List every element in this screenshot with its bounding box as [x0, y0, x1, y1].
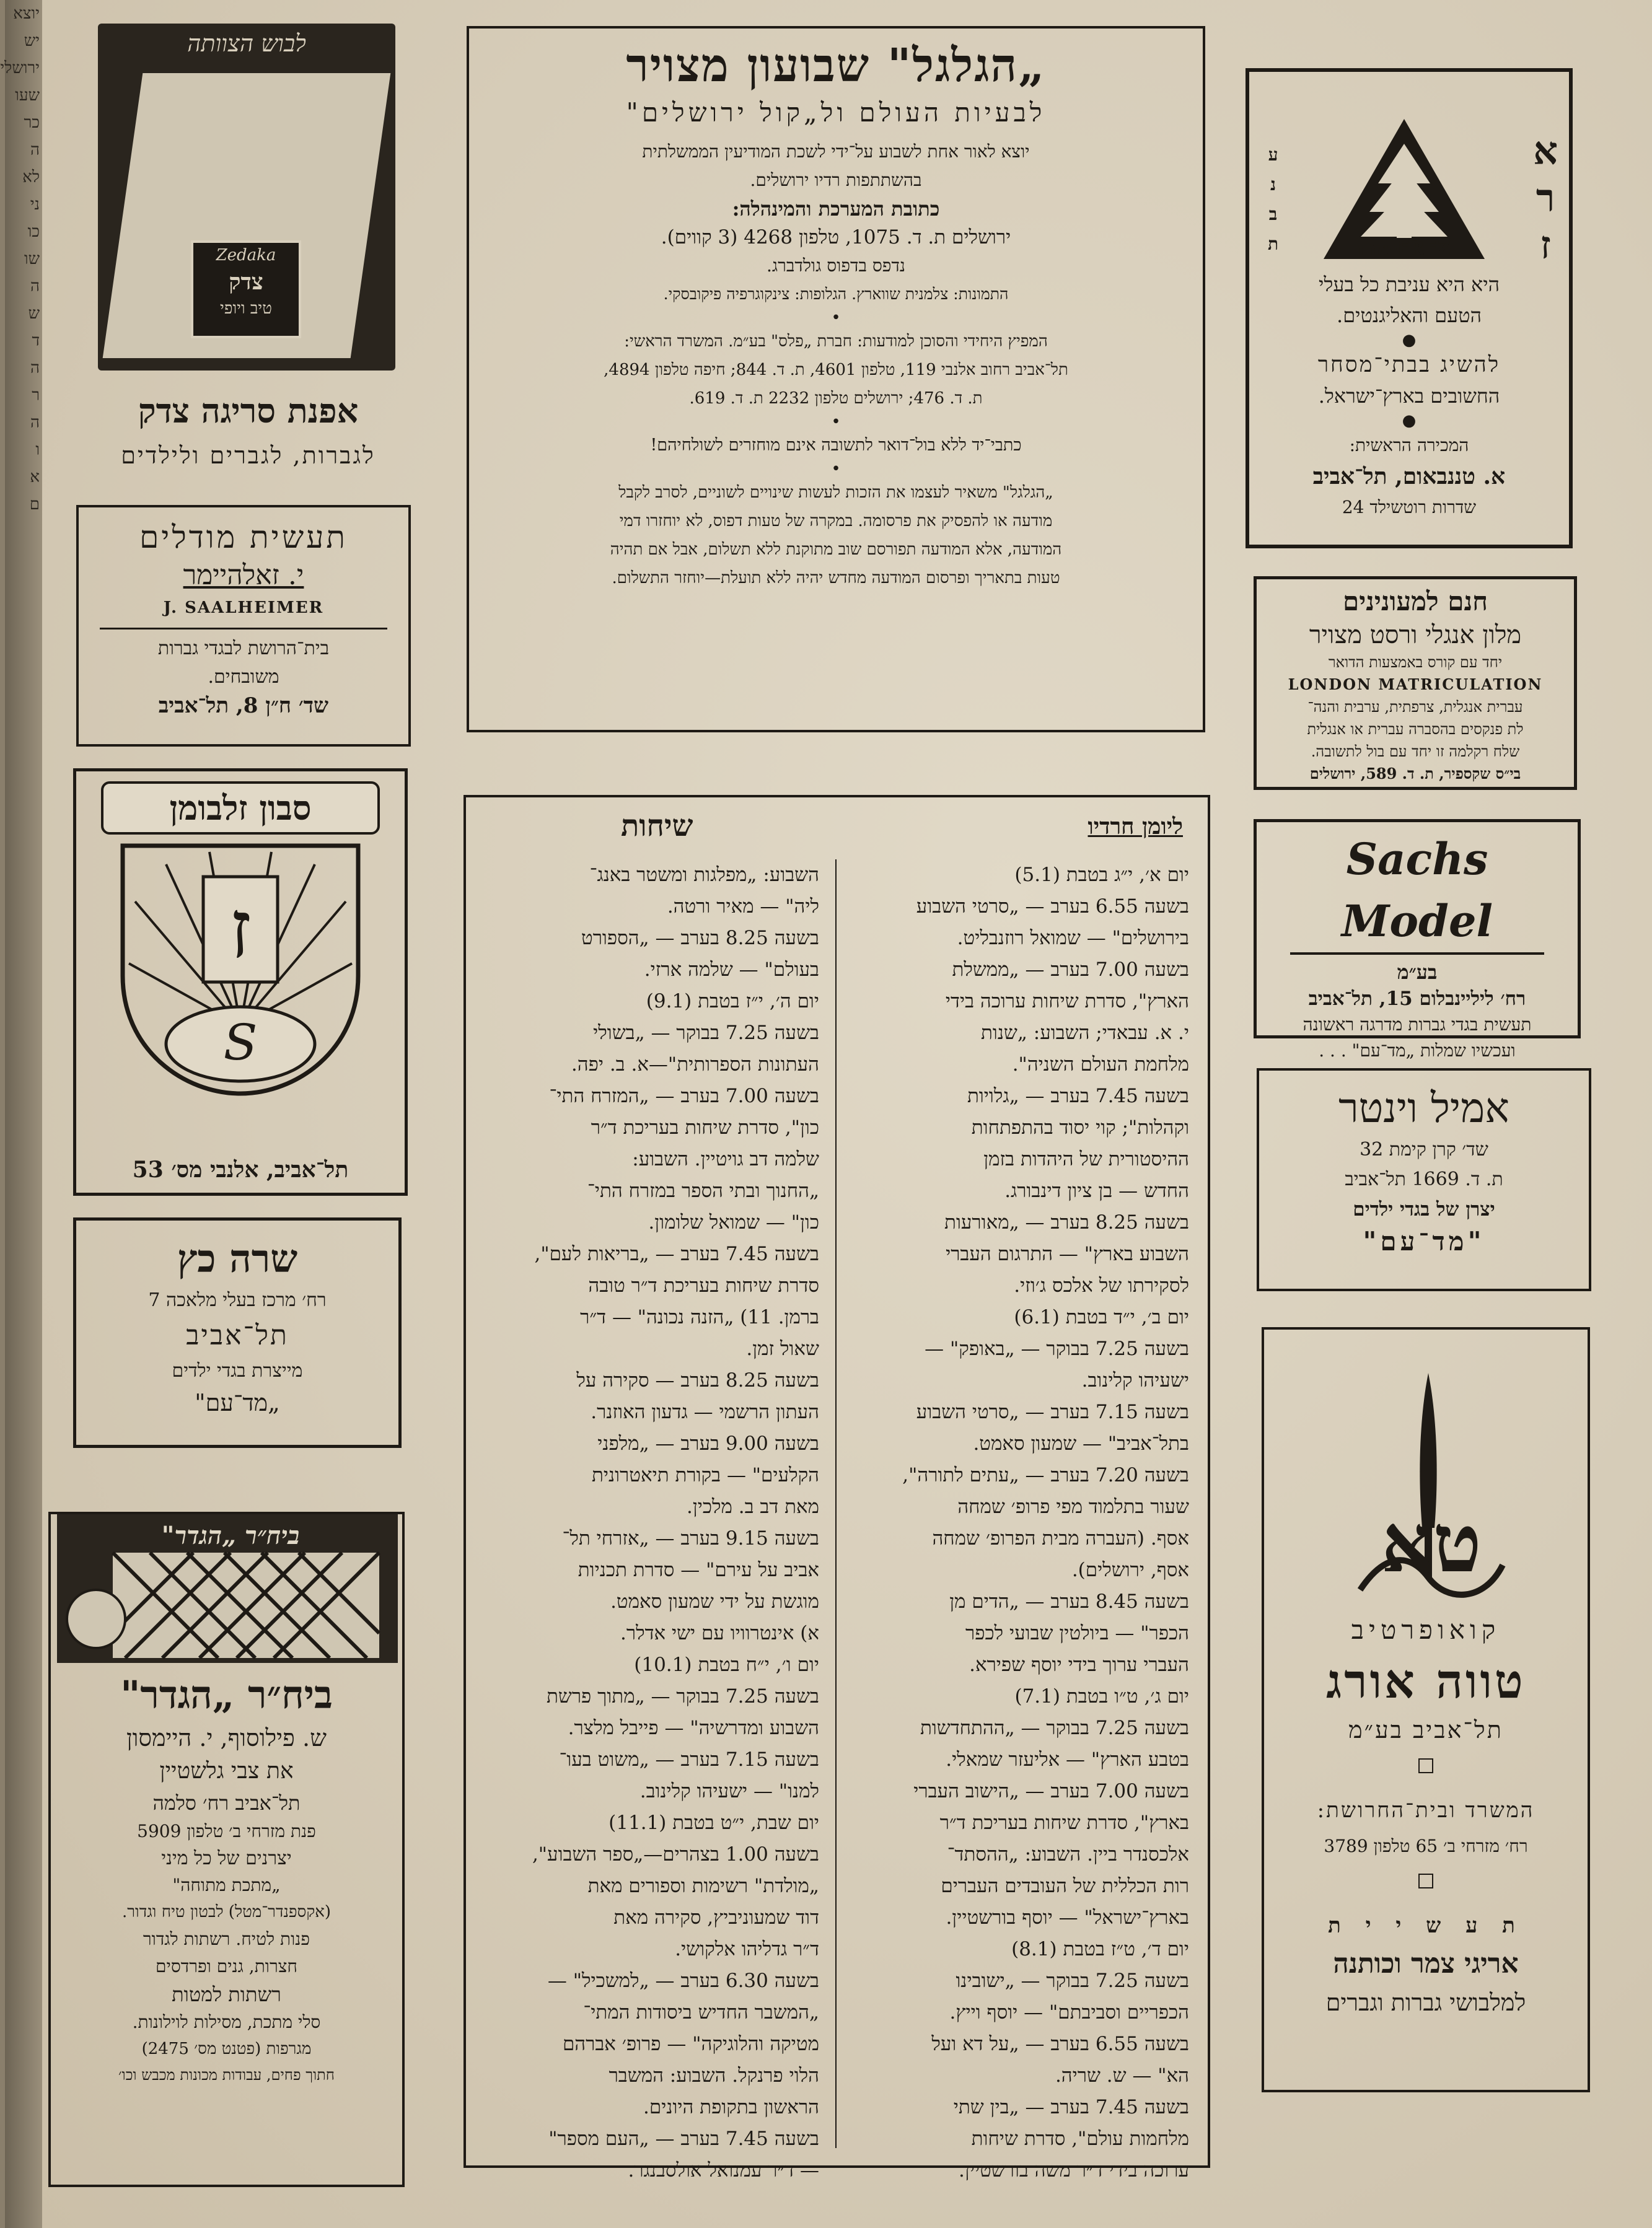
tove-line: אריגי צמר וכותנה	[1333, 1948, 1519, 1980]
radio-line: למנו" — ישעיהו קלינוב.	[639, 1780, 819, 1802]
saalheimer-title: תעשית מודלים	[139, 519, 348, 555]
radio-line: העתונות הספרותית"—א. ב. יפה.	[571, 1053, 819, 1076]
radio-line: יום שבת, י״ט בטבת (11.1)	[609, 1812, 819, 1834]
winter-line: שד׳ קרן קימת 32	[1360, 1139, 1488, 1160]
ad-gader	[48, 1512, 405, 2187]
radio-line: בשעה 9.00 בערב — „מלפני	[597, 1432, 819, 1455]
ad-katz	[73, 1217, 402, 1448]
radio-line: הכפר" — ביולטין שבועי לכפר	[965, 1622, 1189, 1644]
malon-line: LONDON MATRICULATION	[1288, 675, 1543, 693]
gader-line: רשתות למטות	[172, 1983, 281, 2006]
radio-line: — ד״ר עמנואל אולסבנגר.	[628, 2159, 819, 2182]
gader-line: תל־אביב רח׳ סלמה	[152, 1791, 301, 1815]
radio-line: בשעה 7.20 בערב — „עתים לתורה",	[902, 1464, 1189, 1486]
ad-sachs-model	[1254, 819, 1581, 1061]
erez-line: להשיג בבתי־מסחר	[1317, 353, 1501, 377]
previous-page-fragment: ר	[32, 386, 40, 405]
radio-line: העברי ערוך בידי יוסף שפירא.	[969, 1654, 1189, 1676]
radio-line: כון" — שמואל שלומון.	[648, 1211, 819, 1234]
masthead-title: „הגלגל" שבועון מצויר	[626, 39, 1046, 92]
radio-line: ברמן. 11) „הזנה נכונה" — ד״ר	[580, 1306, 819, 1328]
masthead-line: כתבי־יד ללא בול־דואר לתשובה אינם מוחזרים לשולחיהם!	[650, 436, 1022, 455]
gader-line: מגרפות (פטנט מס׳ 2475)	[141, 2040, 312, 2058]
bullet-dot: •	[831, 413, 841, 431]
tsedek-illustration	[98, 24, 395, 371]
gader-line: פנת מזרחי ב׳ טלפון 5909	[137, 1821, 316, 1841]
saalheimer-line: בית־הרושת לבגדי גברות	[157, 638, 330, 659]
gader-fence-illustration	[57, 1514, 398, 1663]
erez-line: הטעם והאליגנטים.	[1337, 304, 1482, 327]
radio-line: בעולם" — שלמה ארזי.	[644, 958, 819, 981]
masthead-line: המפיץ היחידי והסוכן למודעות: חברת „פלס" בע״מ. המשרד הראשי:	[624, 332, 1048, 351]
katz-line: תל־אביב	[186, 1320, 289, 1351]
radio-line: יום ב׳, י״ד בטבת (6.1)	[1014, 1306, 1189, 1328]
radio-line: בשעה 7.15 בערב — „משוט בעו־	[559, 1748, 819, 1771]
malon-line: שלח רקלמה זו יחד עם בול לתשובה.	[1311, 743, 1520, 760]
radio-line: מוגשת על ידי שמעון סאמט.	[610, 1590, 819, 1613]
globe-icon	[66, 1589, 126, 1649]
gader-line: סלי מתכת, מסילות לוילונות.	[132, 2012, 321, 2032]
radio-line: בשעה 7.25 בבוקר — „ההתחדשות	[920, 1717, 1189, 1739]
saalheimer-line: שד׳ ח״ן 8, תל־אביב	[158, 693, 329, 718]
tsedek-label: Zedaka צדק טיב ויופי	[191, 240, 301, 338]
radio-line: כון", סדרת שיחות בעריכת ד״ר	[591, 1116, 819, 1139]
radio-line: א) אינטרוויו עם ישי אדלר.	[620, 1622, 819, 1644]
erez-line: שדרות רוטשילד 24	[1342, 497, 1477, 517]
previous-page-fragment: כר	[24, 113, 40, 132]
radio-heading-left: שיחות	[621, 809, 693, 843]
masthead-line: ירושלים ת. ד. 1075, טלפון 4268 (3 קווים).	[661, 226, 1011, 248]
ad-winter	[1257, 1068, 1591, 1291]
radio-line: הא" — ש. שריה.	[1055, 2064, 1189, 2087]
radio-line: הלוי פרנקל. השבוע: המשבר	[609, 2064, 819, 2087]
radio-line: בשעה 7.45 בערב — „העם מספר"	[548, 2128, 819, 2150]
previous-page-fragment: ה	[30, 413, 40, 432]
gader-line: יצרנים של כל מיני	[161, 1848, 292, 1869]
radio-line: דוד שמעוניביץ, סקירה מאת	[613, 1906, 819, 1929]
masthead-line: „הגלגל" משאיר לעצמו את הזכות לעשות שינויים לשוניים, לסרב לקבל	[618, 483, 1053, 502]
previous-page-fragment: ה	[30, 141, 40, 159]
wire-mesh-icon	[113, 1553, 379, 1658]
radio-line: „מולדת" רשימות וספורים מאת	[587, 1875, 819, 1897]
radio-line: יום ד׳, ט״ז בטבת (8.1)	[1011, 1938, 1189, 1960]
gader-line: (אקספנדר־מטל) לבטון טיח וגדור.	[122, 1903, 331, 1921]
radio-line: בשעה 7.25 בבוקר — „באופק" —	[925, 1338, 1189, 1360]
square-bullet	[1270, 1864, 1581, 1907]
masthead-line: טעות בתאריך ופרסום המודעה מחדש יהיה ללא תועלת—יוחזר התשלום.	[612, 569, 1060, 587]
square-bullet	[1270, 1748, 1581, 1792]
bullet-dot: •	[831, 460, 841, 478]
radio-line: ד״ר גדליהו אלקושי.	[675, 1938, 819, 1960]
radio-line: בשעה 8.45 בערב — „הדים מן	[949, 1590, 1189, 1613]
saalheimer-line: משובחים.	[208, 666, 279, 688]
radio-column-left	[485, 859, 819, 2186]
malon-line: בי״ס שקספיר, ת. ד. 589, ירושלים	[1309, 765, 1521, 783]
radio-heading-right: ליומן חרדיו	[1087, 814, 1183, 840]
previous-page-fragment: ם	[29, 495, 40, 514]
radio-line: אסף, ירושלים).	[1071, 1559, 1189, 1581]
radio-line: וקהלות"; קוי יסוד בהתפתחות	[971, 1116, 1189, 1139]
radio-schedule-box	[464, 795, 1210, 2182]
masthead-subtitle: לבעיות העולם ול„קול ירושלים"	[626, 97, 1046, 128]
previous-page-fragment: ני	[30, 195, 40, 214]
tove-line: המשרד ובית־החרושת:	[1317, 1798, 1535, 1823]
radio-line: בארץ", סדרת שיחות בעריכת ד״ר	[939, 1812, 1189, 1834]
soap-title: סבון זלבומן	[169, 788, 312, 828]
gader-title: ביח״ר „הגדר"	[120, 1672, 333, 1717]
katz-line: מייצרת בגדי ילדים	[172, 1360, 303, 1382]
radio-line: יום ו׳, י״ח בטבת (10.1)	[634, 1654, 819, 1676]
radio-line: בשעה 8.25 בערב — „מאורעות	[944, 1211, 1189, 1234]
winter-line: יצרן של בגדי ילדים	[1353, 1198, 1495, 1221]
erez-logo-text: EREZ-ארז	[1357, 238, 1451, 260]
ad-tove-oreg	[1262, 1327, 1590, 2092]
tsedek-title: אפנת סריגה צדק	[138, 391, 359, 431]
radio-line: י. א. עבאדי; השבוע: „שנות	[981, 1022, 1189, 1044]
radio-line: בירושלים" — שמואל רוזנבליט.	[957, 927, 1189, 949]
radio-line: שלמה דב גויטיין. השבוע:	[632, 1148, 819, 1170]
radio-line: מאת דב ב. מלכין.	[686, 1496, 819, 1518]
previous-page-fragment: ש	[28, 304, 40, 323]
radio-line: הארץ", סדרת שיחות ערוכה בידי	[945, 990, 1189, 1012]
radio-line: בשעה 7.25 בבוקר — „ישובינו	[956, 1970, 1189, 1992]
radio-line: בשעה 7.00 בערב — „ממשלת	[952, 958, 1189, 981]
ad-saalheimer	[76, 505, 411, 747]
radio-line: העתון הרשמי — גדעון האוזנר.	[591, 1401, 819, 1423]
winter-line: ת. ד. 1669 תל־אביב	[1345, 1169, 1503, 1190]
radio-line: ערוכה בידי ד״ר משה בורשטיין.	[958, 2159, 1189, 2182]
masthead-line: יוצא לאור אחת לשבוע על־ידי לשכת המודיעין הממשלתית	[642, 141, 1030, 162]
previous-page-fragment: שו	[24, 250, 40, 268]
winter-title: אמיל וינטר	[1338, 1084, 1509, 1132]
previous-page-fragment: א	[30, 468, 40, 486]
sachs-line: תעשית בגדי גברות מדרגה ראשונה	[1303, 1014, 1532, 1035]
previous-page-fragment: ו	[35, 441, 40, 459]
soap-shield-icon	[110, 840, 371, 1100]
sachs-line: רח׳ ליליינבלום 15, תל־אביב	[1308, 988, 1526, 1010]
radio-line: השבוע ומדרשיה" — פייבל מלצר.	[568, 1717, 819, 1739]
sachs-company: בע״מ	[1397, 960, 1438, 984]
masthead-line: כתובת המערכת והמינהלה:	[732, 197, 940, 221]
previous-page-fragment: שעו	[15, 86, 40, 105]
gader-line: פנות לטיח. רשתות לגדור	[143, 1929, 310, 1949]
radio-line: בשעה 7.15 בערב — „סרטי השבוע	[916, 1401, 1189, 1423]
masthead-line: התמונות: צלמנית שווארץ. הגלופות: צינקוגרפיה פיקובסקי.	[663, 285, 1009, 303]
radio-line: מטיקה והלוגיקה" — פרופ׳ אברהם	[562, 2033, 819, 2055]
radio-line: ישעיהו קלינוב.	[1081, 1369, 1189, 1392]
radio-line: בשעה 1.00 בצהרים—„ספר השבוע",	[532, 1843, 819, 1866]
radio-line: בשעה 9.15 בערב — „אזרחי תל־	[562, 1527, 819, 1550]
soap-banner	[101, 781, 380, 835]
bullet-dot: ●	[1402, 331, 1417, 349]
radio-line: „החנוך ובתי הספר במזרח התי־	[587, 1180, 819, 1202]
radio-line: הראשון בתקופת היונים.	[643, 2096, 819, 2118]
gader-banner: ביח״ר „הגדר"	[161, 1521, 300, 1550]
gader-line: ש. פילוסוף, י. היימסון	[126, 1724, 327, 1752]
masthead-box	[467, 26, 1205, 732]
radio-line: בשעה 6.30 בערב — „למשכיל" —	[547, 1970, 819, 1992]
radio-line: בשעה 7.25 בבוקר — „מתוך פרשת	[546, 1685, 819, 1708]
katz-title: שרה כץ	[177, 1236, 298, 1281]
previous-page-fragment: ירושלי	[0, 59, 40, 77]
tove-line: למלבושי גברות וגברים	[1325, 1989, 1526, 2016]
ad-soap	[73, 768, 408, 1196]
radio-line: בשעה 7.00 בערב — „המזרח התי־	[549, 1085, 819, 1107]
radio-line: השבוע: „מפלגות ומשטר באנג־	[589, 864, 819, 886]
radio-line: השבוע בארץ" — התרגום העברי	[946, 1243, 1189, 1265]
erez-letters-left: א ר ז	[1533, 128, 1558, 268]
radio-line: בשעה 7.45 בערב — „בריאות לעם",	[534, 1243, 819, 1265]
erez-line: היא היא עניבת כל בעלי	[1318, 273, 1500, 296]
radio-line: שעור בתלמוד מפי פרופ׳ שמחה	[957, 1496, 1189, 1518]
tove-line: תל־אביב בע״מ	[1348, 1716, 1503, 1743]
radio-line: אסף. (העברה מבית הפרופ׳ שמחה	[932, 1527, 1189, 1550]
tsedek-script: לבוש הצוותה	[187, 30, 306, 57]
masthead-line: בהשתתפות רדיו ירושלים.	[750, 170, 922, 190]
radio-line: יום ה׳, י״ז בטבת (9.1)	[646, 990, 819, 1012]
previous-page-fragment: כו	[27, 222, 40, 241]
tsedek-subtitle: לגברות, לגברים ולילדים	[121, 442, 376, 469]
radio-header	[485, 809, 1189, 852]
malon-line: לת פנקסים בהסברה עברית או אנגלית	[1307, 721, 1524, 738]
radio-line: בטבע הארץ" — אליעזר שמאלי.	[946, 1748, 1189, 1771]
sachs-line: ועכשיו שמלות „מד־עם" . . .	[1319, 1040, 1516, 1061]
gader-line: „מתכת מתוחה"	[172, 1875, 281, 1895]
erez-line: המכירה הראשית:	[1349, 435, 1469, 455]
radio-line: הכפריים וסביבתם" — יוסף וייץ.	[949, 2001, 1189, 2024]
masthead-line: מודעה או להפסיק את פרסומה. במקרה של טעות דפוס, לא יוחזרו דמי	[619, 512, 1053, 530]
saalheimer-latin: J. SAALHEIMER	[163, 599, 324, 617]
radio-column-right	[855, 859, 1189, 2186]
radio-line: בשעה 8.25 בערב — „הספורט	[581, 927, 819, 949]
radio-line: לסקירתו של אלכס ג׳וזי.	[1014, 1274, 1189, 1297]
radio-line: שאול זמן.	[746, 1338, 819, 1360]
tove-logo: טא	[1381, 1496, 1482, 1590]
radio-line: רות הכללית של העובדים העברים	[941, 1875, 1189, 1897]
erez-letters-right: ע נ ב ת	[1268, 144, 1279, 254]
saalheimer-name: י. זאלהיימר	[183, 559, 304, 591]
previous-page-fragment: ה	[30, 359, 40, 377]
katz-line: „מד־עם"	[195, 1389, 280, 1416]
tove-line: ת ע ש י י ת	[1328, 1913, 1524, 1938]
masthead-line: המודעה, אלא המודעה תפורסם שוב מתוקנת ללא תשלום, אבל אם תהיה	[610, 540, 1062, 559]
radio-line: הקלעים" — בקורת תיאטרונית	[592, 1464, 819, 1486]
svg-text:ז: ז	[229, 882, 252, 976]
radio-line: בשעה 8.25 בערב — סקירה על	[576, 1369, 819, 1392]
sachs-model-logo: Sachs Model	[1341, 833, 1493, 947]
bullet-dot: •	[831, 309, 841, 327]
radio-line: בשעה 6.55 בערב — „סרטי השבוע	[916, 895, 1189, 918]
erez-line: א. טננבאום, תל־אביב	[1312, 463, 1506, 489]
masthead-line: נדפס בדפוס גולדברג.	[766, 255, 906, 276]
malon-line: עברית אנגלית, צרפתית, ערבית והנה־	[1307, 698, 1523, 716]
radio-line: ליה" — מאיר ורטה.	[667, 895, 819, 918]
radio-line: בארץ־ישראל" — יוסף בורשטיין.	[946, 1906, 1189, 1929]
radio-line: אביב על עירם" — סדרת תכניות	[578, 1559, 819, 1581]
radio-line: יום ג׳, ט״ו בטבת (7.1)	[1014, 1685, 1189, 1708]
column-divider	[835, 859, 837, 2148]
malon-subtitle: מלון אנגלי ורסט מצויר	[1309, 621, 1522, 649]
gader-line: את צבי גלשטיין	[159, 1758, 294, 1784]
radio-line: מלחמת העולם השניה".	[1012, 1053, 1189, 1076]
soap-address: תל־אביב, אלנבי מס׳ 53	[132, 1157, 349, 1183]
radio-line: ההיסטורית של היהדות בזמן	[983, 1148, 1189, 1170]
radio-line: בשעה 7.25 בבוקר — „בשולי	[593, 1022, 819, 1044]
radio-line: בשעה 7.00 בערב — „הישוב העברי	[913, 1780, 1189, 1802]
masthead-line: ת. ד. 476; ירושלים טלפון 2232 ת. ד. 619.	[689, 389, 983, 408]
tove-line: טווה אורג	[1326, 1654, 1526, 1709]
radio-line: בתל־אביב" — שמעון סאמט.	[973, 1432, 1189, 1455]
radio-line: בשעה 6.55 בערב — „על דא ועל	[931, 2033, 1189, 2055]
radio-line: בשעה 7.45 בערב — „גלויות	[967, 1085, 1189, 1107]
svg-text:S: S	[223, 1014, 258, 1071]
previous-page-fragment: לא	[22, 168, 40, 186]
radio-line: החדש — בן ציון דינבורג.	[1004, 1180, 1189, 1202]
radio-line: אלכסנדר ביין. השבוע: „ההסתד־	[947, 1843, 1189, 1866]
gader-line: חצרות, גנים ופרדסים	[156, 1956, 297, 1976]
previous-page-fragment: ד	[32, 331, 40, 350]
ad-tsedek	[79, 11, 417, 493]
radio-line: יום א׳, י״ג בטבת (5.1)	[1014, 864, 1189, 886]
malon-title: חנם למעונינים	[1343, 586, 1488, 616]
winter-line: "מד־עם"	[1363, 1226, 1485, 1257]
radio-line: „המשבר החדיש ביסודות המתי־	[583, 2001, 819, 2024]
radio-line: סדרת שיחות בעריכת ד״ר טובה	[588, 1274, 819, 1297]
masthead-line: תל־אביב רחוב אלנבי 119, טלפון 4601, ת. ד. 844; חיפה טלפון 4894,	[604, 361, 1068, 379]
previous-page-fragment: יוצא	[13, 4, 40, 23]
radio-line: בשעה 7.45 בערב — „בין שתי	[953, 2096, 1189, 2118]
previous-page-edge	[0, 0, 42, 2228]
tove-line: רח׳ מזרחי ב׳ 65 טלפון 3789	[1324, 1836, 1528, 1856]
previous-page-fragment: ה	[30, 277, 40, 296]
katz-line: רח׳ מרכז בעלי מלאכה 7	[148, 1289, 327, 1311]
tove-line: קואופרטיב	[1351, 1615, 1501, 1645]
bullet-dot: ●	[1402, 411, 1417, 430]
erez-line: החשובים בארץ־ישראל.	[1318, 384, 1500, 408]
ad-erez	[1246, 68, 1573, 548]
ad-malon	[1254, 576, 1577, 790]
previous-page-fragment: יש	[24, 32, 40, 50]
gader-line: חתוך פחים, עבודות מכונות מכבש וכו׳	[118, 2066, 335, 2084]
radio-line: מלחמות עולם", סדרת שיחות	[971, 2128, 1189, 2150]
malon-line: יחד עם קורס באמצעות הדואר	[1328, 654, 1503, 671]
